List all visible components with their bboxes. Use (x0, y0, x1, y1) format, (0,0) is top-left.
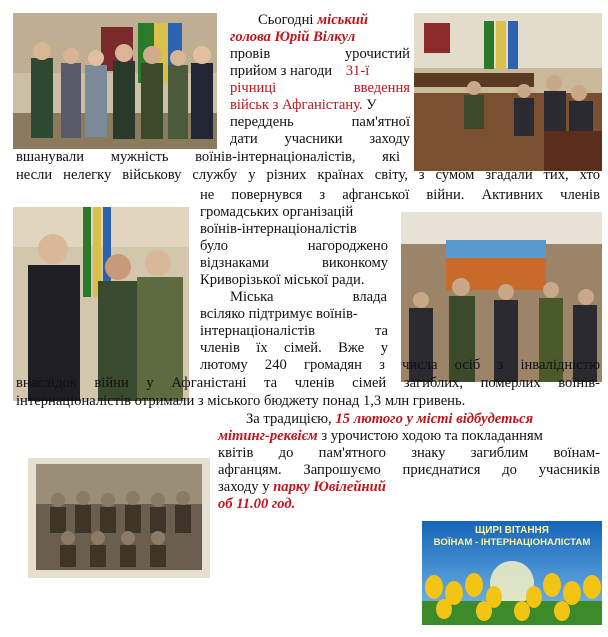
highlight-event: мітинг-реквієм (218, 428, 318, 444)
p1-line-4: прийом з нагоди 31-ї (230, 63, 370, 79)
p1-line-16: Криворізької міської ради. (200, 272, 365, 288)
p1-line-5: річниці введення (230, 80, 410, 96)
p1-line-8: дати учасники заходу (230, 131, 410, 147)
p1-line-22: внаслідок війни у Афганістані та членів сімей загиблих, померлих воїнів- (16, 375, 600, 391)
photo-meeting-hall (414, 13, 602, 171)
p1-line-7: переддень пам'ятної (230, 114, 410, 130)
p1-line-12: громадських організацій (200, 204, 354, 220)
highlight-park: парку Ювілейний (273, 479, 386, 495)
p1-line-17: Міська влада (230, 289, 387, 305)
banner-line-1: ЩИРІ ВІТАННЯ (475, 525, 549, 536)
p1-line-9: вшанували мужність воїнів-інтернаціоналістів, які (16, 149, 400, 165)
p1-line-21: лютому 240 громадян з числа осіб з інвалідністю (200, 357, 600, 373)
p1-line-2: голова Юрій Вілкул (230, 29, 356, 45)
p1-line-14: було нагороджено (200, 238, 388, 254)
p2-line-4: афганцям. Запрошуємо приєднатися до учасників (218, 462, 600, 478)
highlight-date: 15 лютого у місті відбудеться (335, 411, 534, 427)
photo-veterans-group (13, 13, 217, 149)
p2-line-2: мітинг-реквієм з урочистою ходою та покладанням (218, 428, 543, 444)
photo-veterans-conversation (13, 207, 189, 401)
p2-line-5: заходу у парку Ювілейний (218, 479, 386, 495)
p1-line-23: інтернаціоналістів отримали з міського бюджету понад 1,3 млн гривень. (16, 393, 466, 409)
highlight-city: міський (317, 12, 368, 28)
p1-line-6: військ з Афганістану. У (230, 97, 377, 113)
p1-line-13: воїнів-інтернаціоналістів (200, 221, 357, 237)
banner-line-2: ВОЇНАМ - ІНТЕРНАЦІОНАЛІСТАМ (433, 537, 591, 548)
p2-line-1: За традицією, 15 лютого у місті відбудеться (246, 411, 534, 427)
p2-line-6: об 11.00 год. (218, 496, 296, 512)
p1-line-11: не повернувся з афганської війни. Активних членів (200, 187, 600, 203)
highlight-anniversary: 31-ї (345, 63, 370, 79)
p1-line-1: Сьогодні міський (258, 12, 368, 28)
p1-line-10: несли нелегку військову службу у різних країнах світу, з сумом згадали тих, хто (16, 167, 600, 183)
photo-historic-soldiers (28, 458, 210, 578)
p1-line-19: інтернаціоналістів та (200, 323, 388, 339)
greeting-banner (422, 521, 602, 625)
p1-line-18: всіляко підтримує воїнів- (200, 306, 358, 322)
p1-line-15: відзнаками виконкому (200, 255, 388, 271)
p1-line-3: провів урочистий (230, 46, 410, 62)
p2-line-3: квітів до пам'ятного знаку загиблим воїнам- (218, 445, 600, 461)
p1-line-20: членів їх сімей. Вже у (200, 340, 388, 356)
